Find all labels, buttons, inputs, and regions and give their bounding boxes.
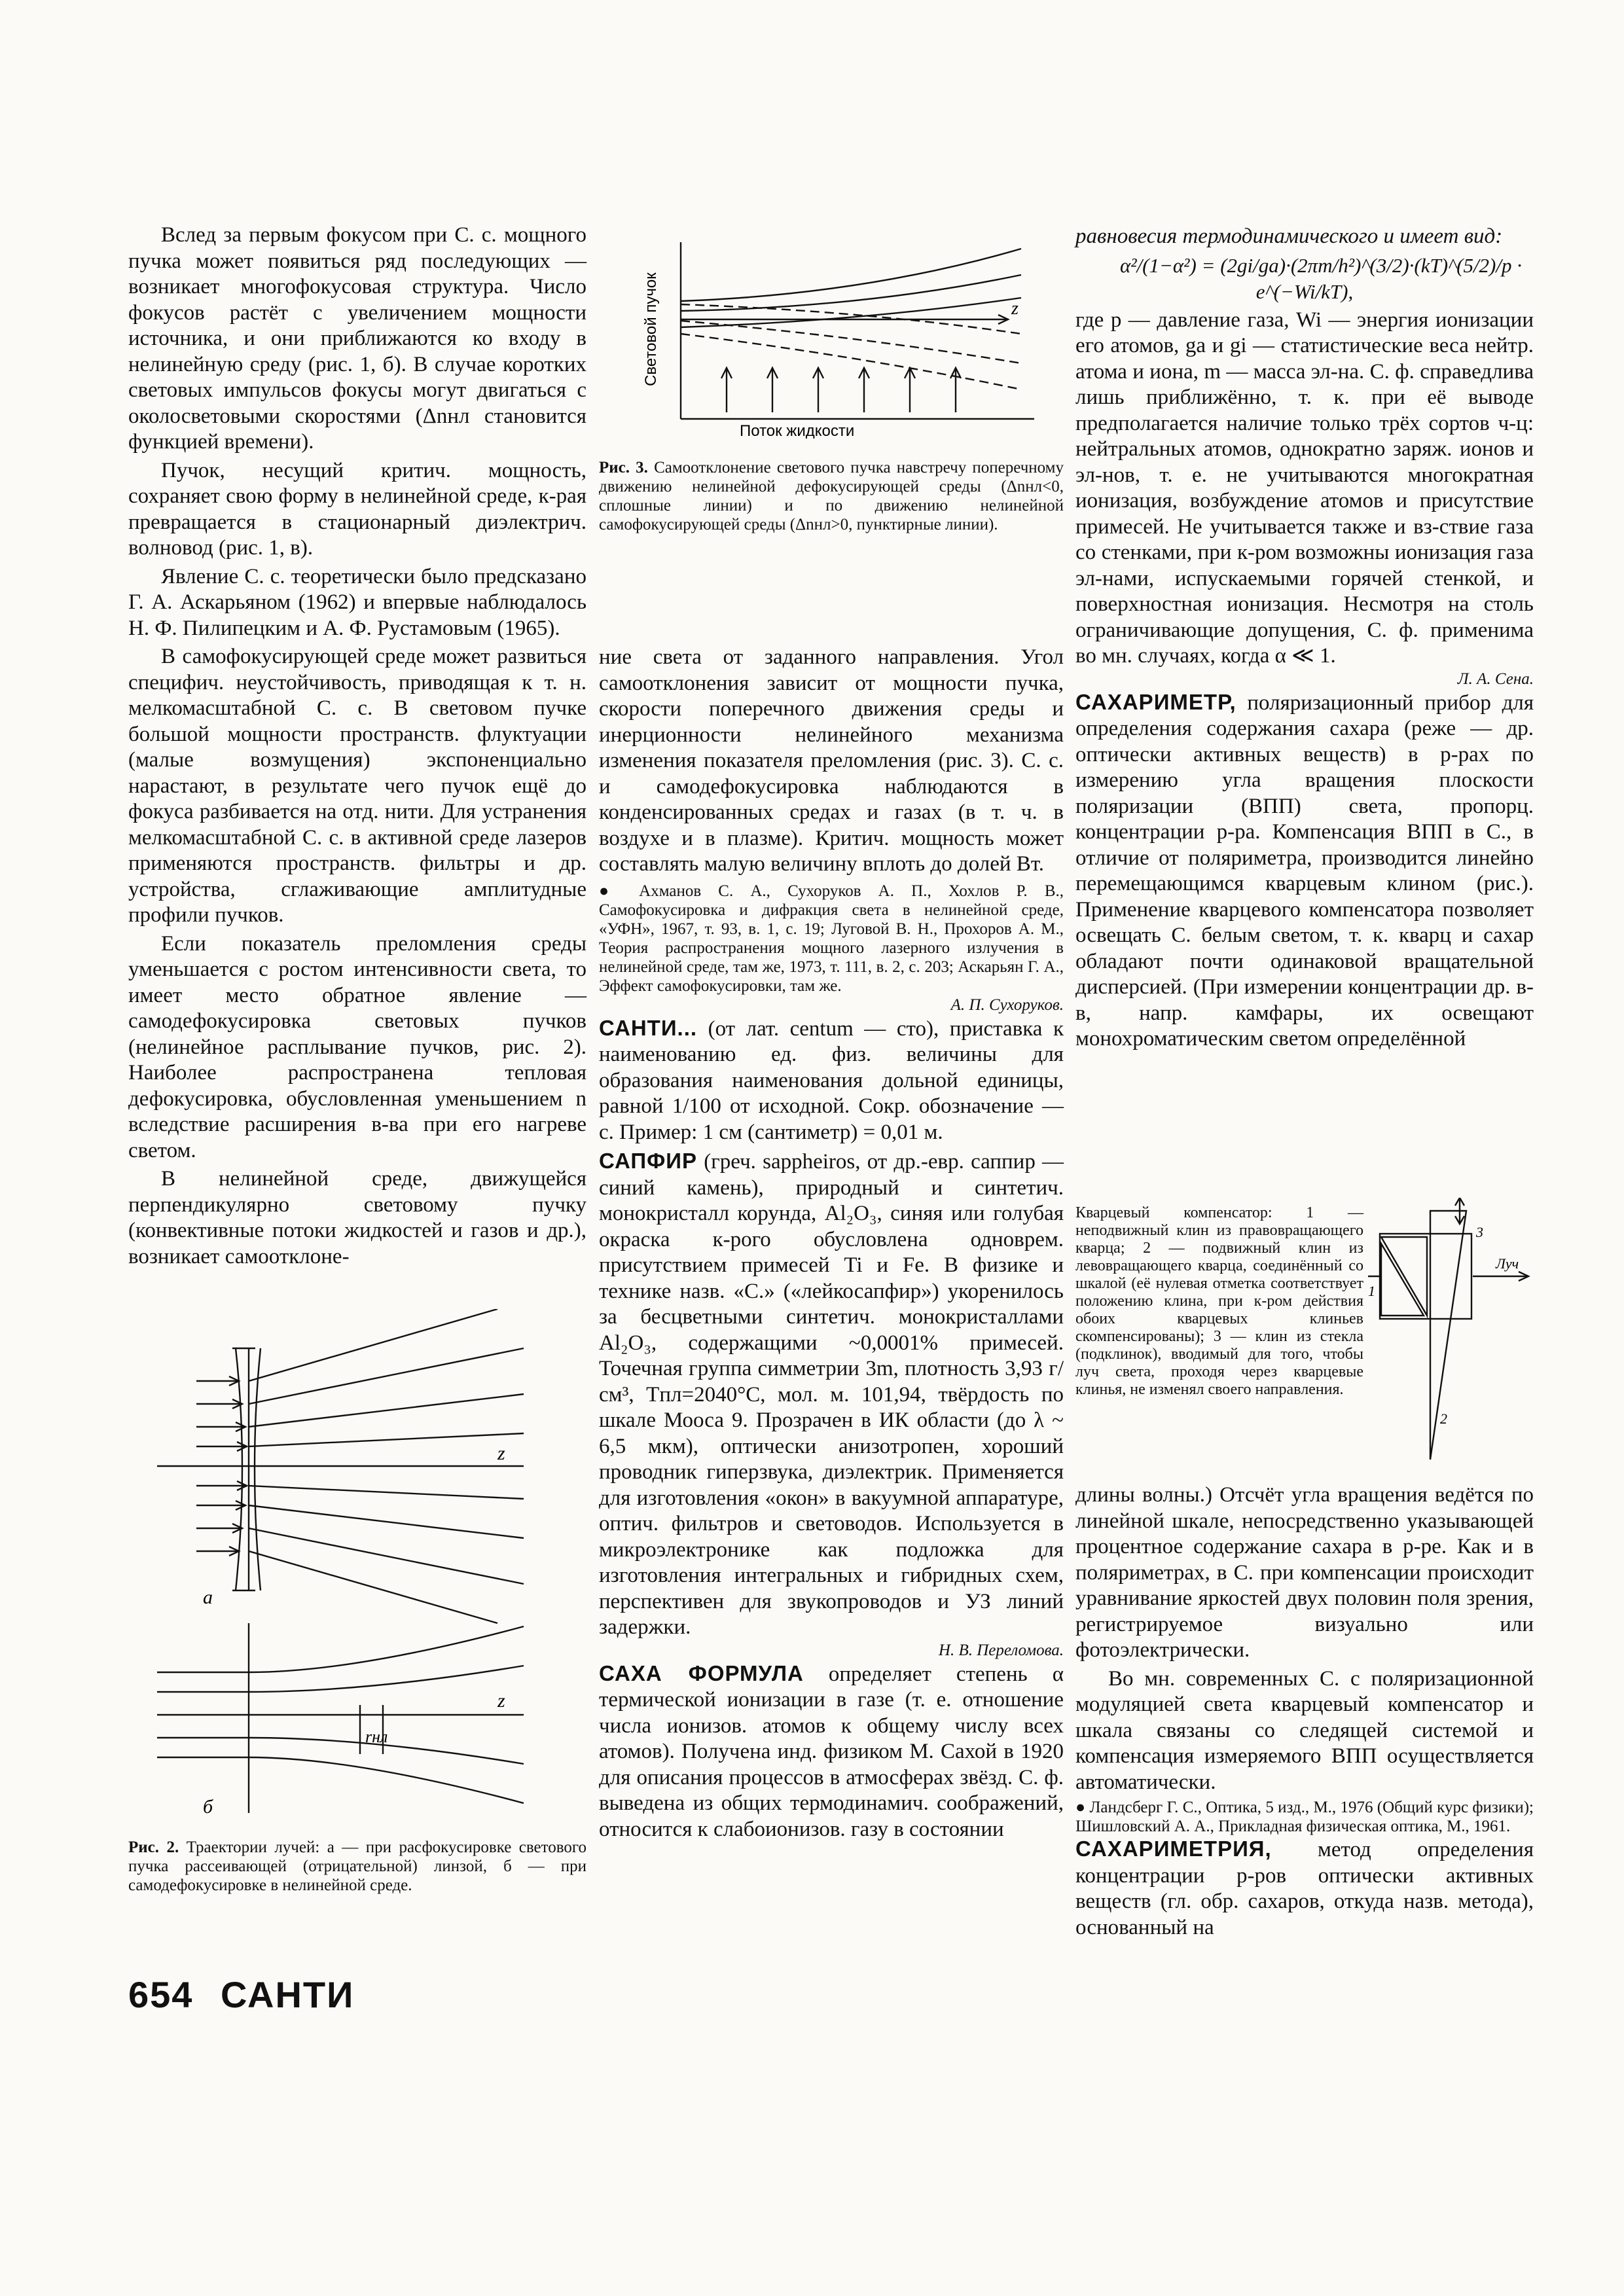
paragraph: длины волны.) Отсчёт угла вращения ведётся по линейной шкале, непосредственно указывающей процентное содержание сахара в р-ре. Как и в поляриметрах, в С. при компенсации происходит уравнивание яркостей двух половин поля зрения, регистрируемое визуально или фотоэлектрически. <box>1075 1483 1534 1662</box>
entry-text: (от лат. centum — сто), приставка к наименованию ед. физ. величины для образования наименования дольной единицы, равной 1/100 от исходной. Сокр. обозначение — с. Пример: 1 см (сантиметр) = 0,01 м. <box>599 1016 1064 1144</box>
paragraph: В нелинейной среде, движущейся перпендикулярно световому пучку (конвективные потоки жидкостей и газов и др.), возникает самоотклоне- <box>128 1167 586 1268</box>
paragraph: Если показатель преломления среды уменьшается с ростом интенсивности света, то имеет место обратное явление — самодефокусировка световых пучков (нелинейное расплывание пучков, рис. 2). Наиболее распространена тепловая дефокусировка, обусловленная уменьшением n вследствие расширения в-ва при его нагреве светом. <box>128 931 586 1162</box>
paragraph: Явление С. с. теоретически было предсказано Г. А. Аскарьяном (1962) и впервые наблюдалось Н. Ф. Пилипецким и А. Ф. Рустамовым (1965). <box>128 564 586 640</box>
paragraph: Пучок, несущий критич. мощность, сохраняет свою форму в нелинейной среде, к-рая превращается в стационарный диэлектрич. волновод (рис. 1, в). <box>128 458 586 560</box>
headword: САНТИ... <box>599 1015 698 1040</box>
paragraph: где p — давление газа, Wi — энергия ионизации его атомов, ga и gi — статистические веса нейтр. атома и иона, m — масса эл-на. С. ф. справедлива лишь приближённо, т. к. при её выводе предполагается наличие только трёх сортов ч-ц: нейтральных атомов, однократно заряж. ионов и эл-нов, т. е. не учитываются многократная ионизация, возбуждение атомов и присутствие примесей. Не учитывается также и вз-ствие газа со стенками, при к-ром возможны ионизация газа эл-нами, испускаемыми горячей стенкой, и поверхностная ионизация. Несмотря на столь ограничивающие допущения, С. ф. применима во мн. случаях, когда α ≪ 1. <box>1075 308 1534 668</box>
entry-santi <box>599 1015 1064 1146</box>
running-head: САНТИ <box>221 1974 355 2015</box>
compensator-caption: Кварцевый компенсатор: 1 — неподвижный клин из правовращающего кварца; 2 — подвижный клин из левовращающего кварца, соединённый со шкалой (её нулевая отметка соответствует положению клина, при к-ром действия обоих кварцевых клиньев скомпенсированы); 3 — клин из стекла (подклинок), вводимый для того, чтобы луч света, проходя через кварцевые клинья, не изменял своего направления. <box>1075 1204 1363 1398</box>
paragraph: равновесия термодинамического и имеет вид: <box>1075 224 1503 248</box>
compensator-figure <box>1368 1198 1532 1473</box>
label-3: 3 <box>1476 1224 1483 1240</box>
headword: САХАРИМЕТР, <box>1075 689 1236 714</box>
axis-z-label: z <box>1011 298 1019 319</box>
entry-text: поляризационный прибор для определения содержания сахара (реже — др. оптически активных веществ) в р-рах по измерению угла вращения плоскости поляризации (ВПП) света, пропорц. концентрации р-ра. Компенсация ВПП в С., в отличие от поляриметра, производится линейно перемещающимся кварцевым клином (рис.). Применение кварцевого компенсатора позволяет освещать С. белым светом, т. к. кварц и сахар обладают почти одинаковой вращательной дисперсией. (При измерении концентрации др. в-в, напр. камфары, их освещают монохроматическим светом определённой <box>1075 691 1534 1050</box>
references: ● Ландсберг Г. С., Оптика, 5 изд., М., 1976 (Общий курс физики); Шишловский А. А., Прикладная физическая оптика, М., 1961. <box>1075 1799 1534 1835</box>
references: ● Ахманов С. А., Сухоруков А. П., Хохлов Р. В., Самофокусировка и дифракция света в нелинейной среде, «УФН», 1967, т. 93, в. 1, с. 19; Луговой В. Н., Прохоров А. М., Теория распространения мощного лазерного излучения в нелинейной среде, там же, 1973, т. 111, в. 2, с. 203; Аскарьян Г. А., Эффект самофокусировки, там же. <box>599 882 1064 995</box>
entry-text: определяет степень α термической ионизации в газе (т. е. отношение числа ионизов. атомов к общему числу всех атомов). Получена инд. физиком М. Сахой в 1920 для описания процессов в атмосферах звёзд. С. ф. выведена из общих термодинамич. соображений, относится к слабоионизов. газу в состоянии <box>599 1662 1064 1841</box>
figure-2 <box>157 1309 576 1820</box>
y-axis-label: Световой пучок <box>642 272 660 386</box>
label-1: 1 <box>1368 1283 1375 1299</box>
figure-2-caption <box>128 1838 586 1895</box>
paragraph: ние света от заданного направления. Угол самоотклонения зависит от мощности пучка, скорости поперечного движения среды и инерционности нелинейного механизма изменения показателя преломления (рис. 3). С. с. и самодефокусировка наблюдаются в конденсированных средах и газах (в т. ч. в воздухе и в плазме). Критич. мощность может составлять малую величину вплоть до долей Вт. <box>599 645 1064 876</box>
page-number: 654 <box>128 1974 194 2015</box>
figure-label-b: б <box>203 1796 213 1818</box>
paragraph: В самофокусирующей среде может развиться специфич. неустойчивость, приводящая к т. н. мелкомасштабной С. с. В световом пучке большой мощности пространств. флуктуации (малые возмущения) экспоненциально нарастают, в результате чего пучок ещё до фокуса разбивается на отд. нити. Для устранения мелкомасштабной С. с. в активной среде лазеров применяются пространств. фильтры и др. устройства, сглаживающие амплитудные профили пучков. <box>128 645 586 927</box>
paragraph: Вслед за первым фокусом при С. с. мощного пучка может появиться ряд последующих — возникает многофокусовая структура. Число фокусов растёт с увеличением мощности источника, и они приближаются ко входу в нелинейную среду (рис. 1, б). В случае коротких световых импульсов фокусы могут двигаться с околосветовыми скоростями (Δnнл становится функцией времени). <box>128 223 586 454</box>
figure-3-caption <box>599 458 1064 534</box>
figure-label-a: а <box>203 1587 213 1608</box>
column-3-continued <box>1075 1482 1534 1941</box>
caption-text: Самоотклонение светового пучка навстречу поперечному движению нелинейной дефокусирующей среды (Δnнл<0, сплошные линии) и по движению нелинейной самофокусирующей среды (Δnнл>0, пунктирные линии). <box>599 459 1064 533</box>
author-signature: Н. В. Переломова. <box>938 1641 1064 1659</box>
author-signature: Л. А. Сена. <box>1457 670 1534 688</box>
axis-z-label-b: z <box>497 1690 505 1712</box>
paragraph: Во мн. современных С. с поляризационной модуляцией света кварцевый компенсатор и шкала связаны со следящей системой и компенсация измеряемого ВПП осуществляется автоматически. <box>1075 1666 1534 1794</box>
headword: САХА ФОРМУЛА <box>599 1660 804 1685</box>
entry-saharimetr <box>1075 689 1534 1052</box>
entry-sapfir <box>599 1148 1064 1641</box>
column-3 <box>1075 224 1534 1052</box>
entry-text: метод определения концентрации р-ров оптически активных веществ (гл. обр. сахаров, откуда назв. метода), основанный на <box>1075 1838 1534 1939</box>
flow-arrows <box>721 368 961 412</box>
author-signature: А. П. Сухоруков. <box>950 996 1064 1014</box>
figure-2b-rays <box>157 1623 524 1813</box>
axis-z-label: z <box>497 1443 505 1464</box>
column-2 <box>599 645 1064 1842</box>
r-nl-label: rнл <box>365 1727 388 1746</box>
figure-2a-rays <box>157 1309 524 1623</box>
caption-title: Рис. 2. <box>128 1839 179 1856</box>
beam-label: Луч <box>1496 1255 1519 1272</box>
entry-text: (греч. sappheiros, от др.-евр. саппир — синий камень), природный и синтетич. монокристалл корунда, Al₂O₃, синяя или голубая окраска к-рого обусловлена одноврем. присутствием примесей Ti и Fe. В физике и технике назв. «С.» («лейкосапфир») укоренилось за бесцветными синтетич. монокристаллами Al₂O₃, содержащими ~0,0001% примесей. Точечная группа симметрии 3m, плотность 3,93 г/см³, Tпл=2040°C, мол. м. 101,94, твёрдость по шкале Мооса 9. Прозрачен в ИК области (до λ ~ 6,5 мкм), оптически анизотропен, хороший проводник гиперзвука, диэлектрик. Применяется для изготовления «окон» в вакуумной аппаратуре, оптич. фильтров и световодов. Используется в микроэлектронике как подложка для изготовления интегральных и гибридных схем, перспективен для звукопроводов и УЗ линий задержки. <box>599 1150 1064 1639</box>
caption-text: Траектории лучей: а — при расфокусировке светового пучка рассеивающей (отрицательной) линзой, б — при самодефокусировке в нелинейной среде. <box>128 1839 586 1894</box>
headword: САПФИР <box>599 1149 698 1173</box>
label-2: 2 <box>1440 1410 1447 1427</box>
column-1 <box>128 223 586 1270</box>
caption-title: Рис. 3. <box>599 459 648 476</box>
entry-saharimetriya <box>1075 1836 1534 1941</box>
page-footer <box>128 1973 354 2016</box>
headword: САХАРИМЕТРИЯ, <box>1075 1837 1272 1861</box>
x-axis-label: Поток жидкости <box>740 422 855 439</box>
figure-3 <box>615 223 1047 439</box>
saha-formula: α²/(1−α²) = (2gi/ga)·(2πm/h²)^(3/2)·(kT)^(5/2)/p · e^(−Wi/kT), <box>1119 253 1522 303</box>
entry-saha <box>599 1660 1064 1843</box>
